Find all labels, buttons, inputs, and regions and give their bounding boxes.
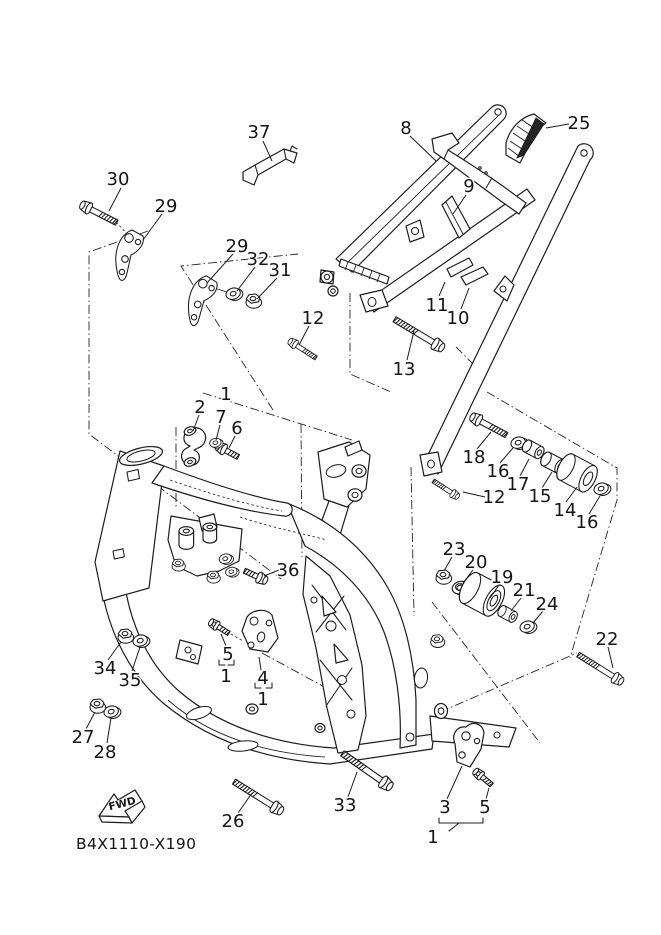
washer-32 xyxy=(225,286,245,303)
leader-line xyxy=(207,254,233,283)
callout-32[interactable]: 32 xyxy=(246,249,270,270)
callout-3[interactable]: 3 xyxy=(439,797,451,818)
leader-line xyxy=(143,214,162,240)
callout-20[interactable]: 20 xyxy=(464,552,488,573)
main-frame-illustration xyxy=(95,441,516,764)
callout-1[interactable]: 1 xyxy=(427,827,439,848)
callout-4[interactable]: 4 xyxy=(257,668,269,689)
leader-line xyxy=(546,124,569,128)
part-29-bracket xyxy=(116,230,144,280)
callout-28[interactable]: 28 xyxy=(93,742,117,763)
part-2-clamp xyxy=(182,425,206,468)
bolt-5 xyxy=(471,766,495,788)
callout-16[interactable]: 16 xyxy=(575,512,599,533)
nut-27 xyxy=(90,699,106,713)
callout-23[interactable]: 23 xyxy=(442,539,466,560)
leader-line xyxy=(439,282,445,296)
callout-5[interactable]: 5 xyxy=(479,797,491,818)
leader-line xyxy=(407,331,414,360)
callout-21[interactable]: 21 xyxy=(512,580,536,601)
callout-34[interactable]: 34 xyxy=(93,658,117,679)
bolt-12 xyxy=(286,336,319,362)
leader-line xyxy=(447,766,462,799)
callout-31[interactable]: 31 xyxy=(268,260,292,281)
nut xyxy=(431,635,445,648)
bolt-5 xyxy=(207,617,232,638)
group-bracket xyxy=(439,818,483,831)
callout-26[interactable]: 26 xyxy=(221,811,245,832)
callout-6[interactable]: 6 xyxy=(231,418,243,439)
washer-24 xyxy=(519,619,539,636)
callout-7[interactable]: 7 xyxy=(215,407,227,428)
callout-36[interactable]: 36 xyxy=(276,560,300,581)
bolt-13 xyxy=(391,314,447,354)
leader-line xyxy=(608,647,613,668)
callout-2[interactable]: 2 xyxy=(194,397,206,418)
leader-line xyxy=(238,793,252,813)
callout-12[interactable]: 12 xyxy=(301,308,325,329)
callout-1[interactable]: 1 xyxy=(220,666,232,687)
callout-30[interactable]: 30 xyxy=(106,169,130,190)
callout-8[interactable]: 8 xyxy=(400,118,412,139)
leader-line xyxy=(461,288,469,309)
callout-14[interactable]: 14 xyxy=(553,500,577,521)
callout-9[interactable]: 9 xyxy=(463,176,475,197)
part-4-engine-bracket xyxy=(242,610,278,652)
callout-10[interactable]: 10 xyxy=(446,308,470,329)
callout-24[interactable]: 24 xyxy=(535,594,559,615)
callout-29[interactable]: 29 xyxy=(154,196,178,217)
part-37-stay-bar xyxy=(243,146,297,185)
callout-29[interactable]: 29 xyxy=(225,236,249,257)
callout-12[interactable]: 12 xyxy=(482,487,506,508)
nut-23 xyxy=(436,570,452,584)
part-code: B4X1110-X190 xyxy=(76,835,197,853)
fwd-label: FWD xyxy=(107,794,138,814)
callout-5[interactable]: 5 xyxy=(222,644,234,665)
callout-25[interactable]: 25 xyxy=(567,113,591,134)
callout-35[interactable]: 35 xyxy=(118,670,142,691)
callout-27[interactable]: 27 xyxy=(71,727,95,748)
leader-line xyxy=(348,772,357,797)
callout-37[interactable]: 37 xyxy=(247,122,271,143)
callout-16[interactable]: 16 xyxy=(486,461,510,482)
callout-22[interactable]: 22 xyxy=(595,629,619,650)
callout-19[interactable]: 19 xyxy=(490,567,514,588)
bolt-12 xyxy=(431,477,462,501)
callout-15[interactable]: 15 xyxy=(528,486,552,507)
callout-11[interactable]: 11 xyxy=(425,295,449,316)
rear-subframe-illustration xyxy=(320,105,593,476)
leader-line xyxy=(257,278,277,299)
bolt-22 xyxy=(575,650,626,688)
callout-1[interactable]: 1 xyxy=(257,689,269,710)
leader-line xyxy=(237,267,255,291)
callout-33[interactable]: 33 xyxy=(333,795,357,816)
callout-1[interactable]: 1 xyxy=(220,384,232,405)
fwd-arrow-icon xyxy=(99,790,145,823)
bolt-18 xyxy=(468,411,510,441)
part-3-bracket xyxy=(454,723,484,767)
leader-line xyxy=(107,718,111,743)
callout-17[interactable]: 17 xyxy=(506,474,530,495)
callout-13[interactable]: 13 xyxy=(392,359,416,380)
washer-16 xyxy=(593,481,613,498)
callout-18[interactable]: 18 xyxy=(462,447,486,468)
leader-line xyxy=(109,188,121,211)
nut xyxy=(207,571,220,583)
bolt-36 xyxy=(242,565,270,586)
